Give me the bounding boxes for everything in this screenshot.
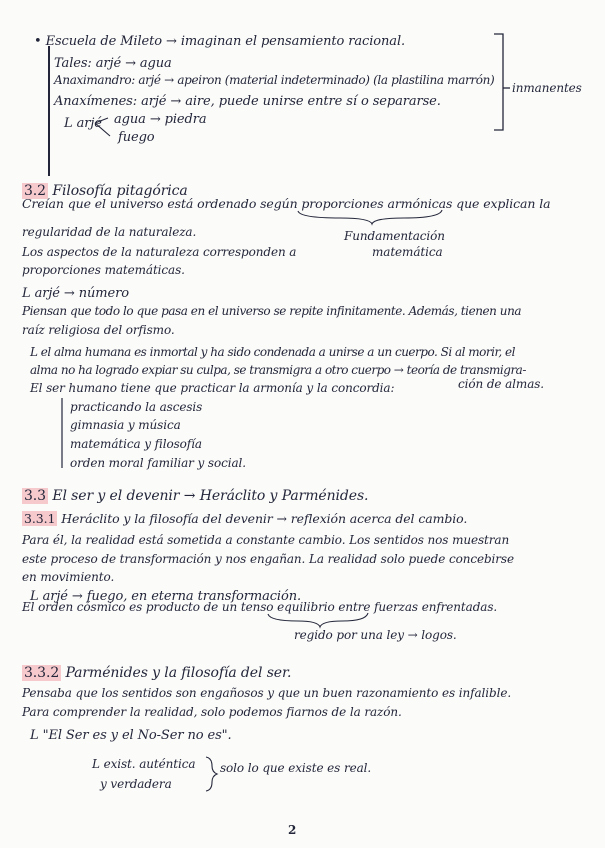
practice-item-2: gimnasia y música bbox=[70, 418, 181, 432]
heraclito-p5: El orden cósmico es producto de un tenso equilibrio entre fuerzas enfrentadas. bbox=[22, 600, 498, 614]
heraclito-p1: Para él, la realidad está sometida a constante cambio. Los sentidos nos muestran bbox=[22, 533, 510, 547]
fundamentacion-note-2: matemática bbox=[372, 245, 443, 259]
heraclito-p4: L arjé → fuego, en eterna transformación. bbox=[30, 589, 302, 604]
mileto-line-5a: L arjé bbox=[64, 116, 102, 131]
pitagorica-p5: L arjé → número bbox=[22, 286, 129, 301]
pitagorica-p10: ción de almas. bbox=[458, 377, 545, 391]
heraclito-p2: este proceso de transformación y nos engañan. La realidad solo puede concebirse bbox=[22, 552, 514, 566]
section-heading-3-3 bbox=[22, 488, 368, 504]
parmenides-p5: y verdadera bbox=[100, 777, 172, 791]
practice-item-1: practicando la ascesis bbox=[70, 400, 203, 414]
pitagorica-p4: proporciones matemáticas. bbox=[22, 263, 185, 277]
page-number: 2 bbox=[288, 823, 297, 837]
mileto-line-2: Tales: arjé → agua bbox=[54, 56, 172, 71]
mileto-line-1: • Escuela de Mileto → imaginan el pensamiento racional. bbox=[34, 34, 406, 49]
heading-number: 3.3.1 bbox=[24, 511, 56, 526]
mileto-line-4: Anaxímenes: arjé → aire, puede unirse entre sí o separarse. bbox=[54, 94, 441, 109]
heading-number: 3.2 bbox=[24, 183, 46, 199]
mileto-line-6: fuego bbox=[118, 130, 155, 145]
heading-number: 3.3 bbox=[24, 488, 46, 504]
section-heading-3-3-1 bbox=[22, 511, 467, 527]
heading-number: 3.3.2 bbox=[24, 665, 60, 681]
vertical-rule bbox=[48, 46, 50, 176]
pitagorica-p3: Los aspectos de la naturaleza corresponden a bbox=[22, 245, 297, 259]
pitagorica-p7: raíz religiosa del orfismo. bbox=[22, 323, 175, 337]
parmenides-p4: L exist. auténtica bbox=[92, 757, 196, 771]
parmenides-p1: Pensaba que los sentidos son engañosos y que un buen razonamiento es infalible. bbox=[22, 686, 512, 700]
parmenides-p2: Para comprender la realidad, solo podemos fiarnos de la razón. bbox=[22, 705, 402, 719]
inmanentes-label: inmanentes bbox=[512, 81, 582, 95]
pitagorica-p11: El ser humano tiene que practicar la armonía y la concordia: bbox=[30, 381, 395, 395]
heading-text: Parménides y la filosofía del ser. bbox=[65, 665, 292, 681]
practice-item-3: matemática y filosofía bbox=[70, 437, 202, 451]
pitagorica-p9: alma no ha logrado expiar su culpa, se transmigra a otro cuerpo → teoría de transmigra- bbox=[30, 363, 526, 377]
mileto-line-5b: agua → piedra bbox=[114, 112, 207, 127]
fundamentacion-note-1: Fundamentación bbox=[344, 229, 445, 243]
parmenides-p3: L "El Ser es y el No-Ser no es". bbox=[30, 728, 232, 743]
heraclito-p6: regido por una ley → logos. bbox=[294, 628, 457, 642]
pitagorica-p8: L el alma humana es inmortal y ha sido condenada a unirse a un cuerpo. Si al morir, el bbox=[30, 345, 515, 359]
heading-text: Heráclito y la filosofía del devenir → reflexión acerca del cambio. bbox=[61, 511, 468, 526]
pitagorica-p6: Piensan que todo lo que pasa en el universo se repite infinitamente. Además, tienen una bbox=[22, 304, 522, 318]
mileto-line-3: Anaximandro: arjé → apeiron (material indeterminado) (la plastilina marrón) bbox=[54, 73, 495, 87]
section-heading-3-3-2 bbox=[22, 665, 291, 681]
pitagorica-p2: regularidad de la naturaleza. bbox=[22, 225, 197, 239]
pitagorica-p1: Creían que el universo está ordenado según proporciones armónicas que explican la bbox=[22, 196, 551, 211]
parmenides-p6: solo lo que existe es real. bbox=[220, 761, 372, 775]
heading-text: Filosofía pitagórica bbox=[52, 183, 188, 199]
heraclito-p3: en movimiento. bbox=[22, 570, 115, 584]
practice-item-4: orden moral familiar y social. bbox=[70, 456, 246, 470]
heading-text: El ser y el devenir → Heráclito y Parménides. bbox=[52, 488, 369, 504]
